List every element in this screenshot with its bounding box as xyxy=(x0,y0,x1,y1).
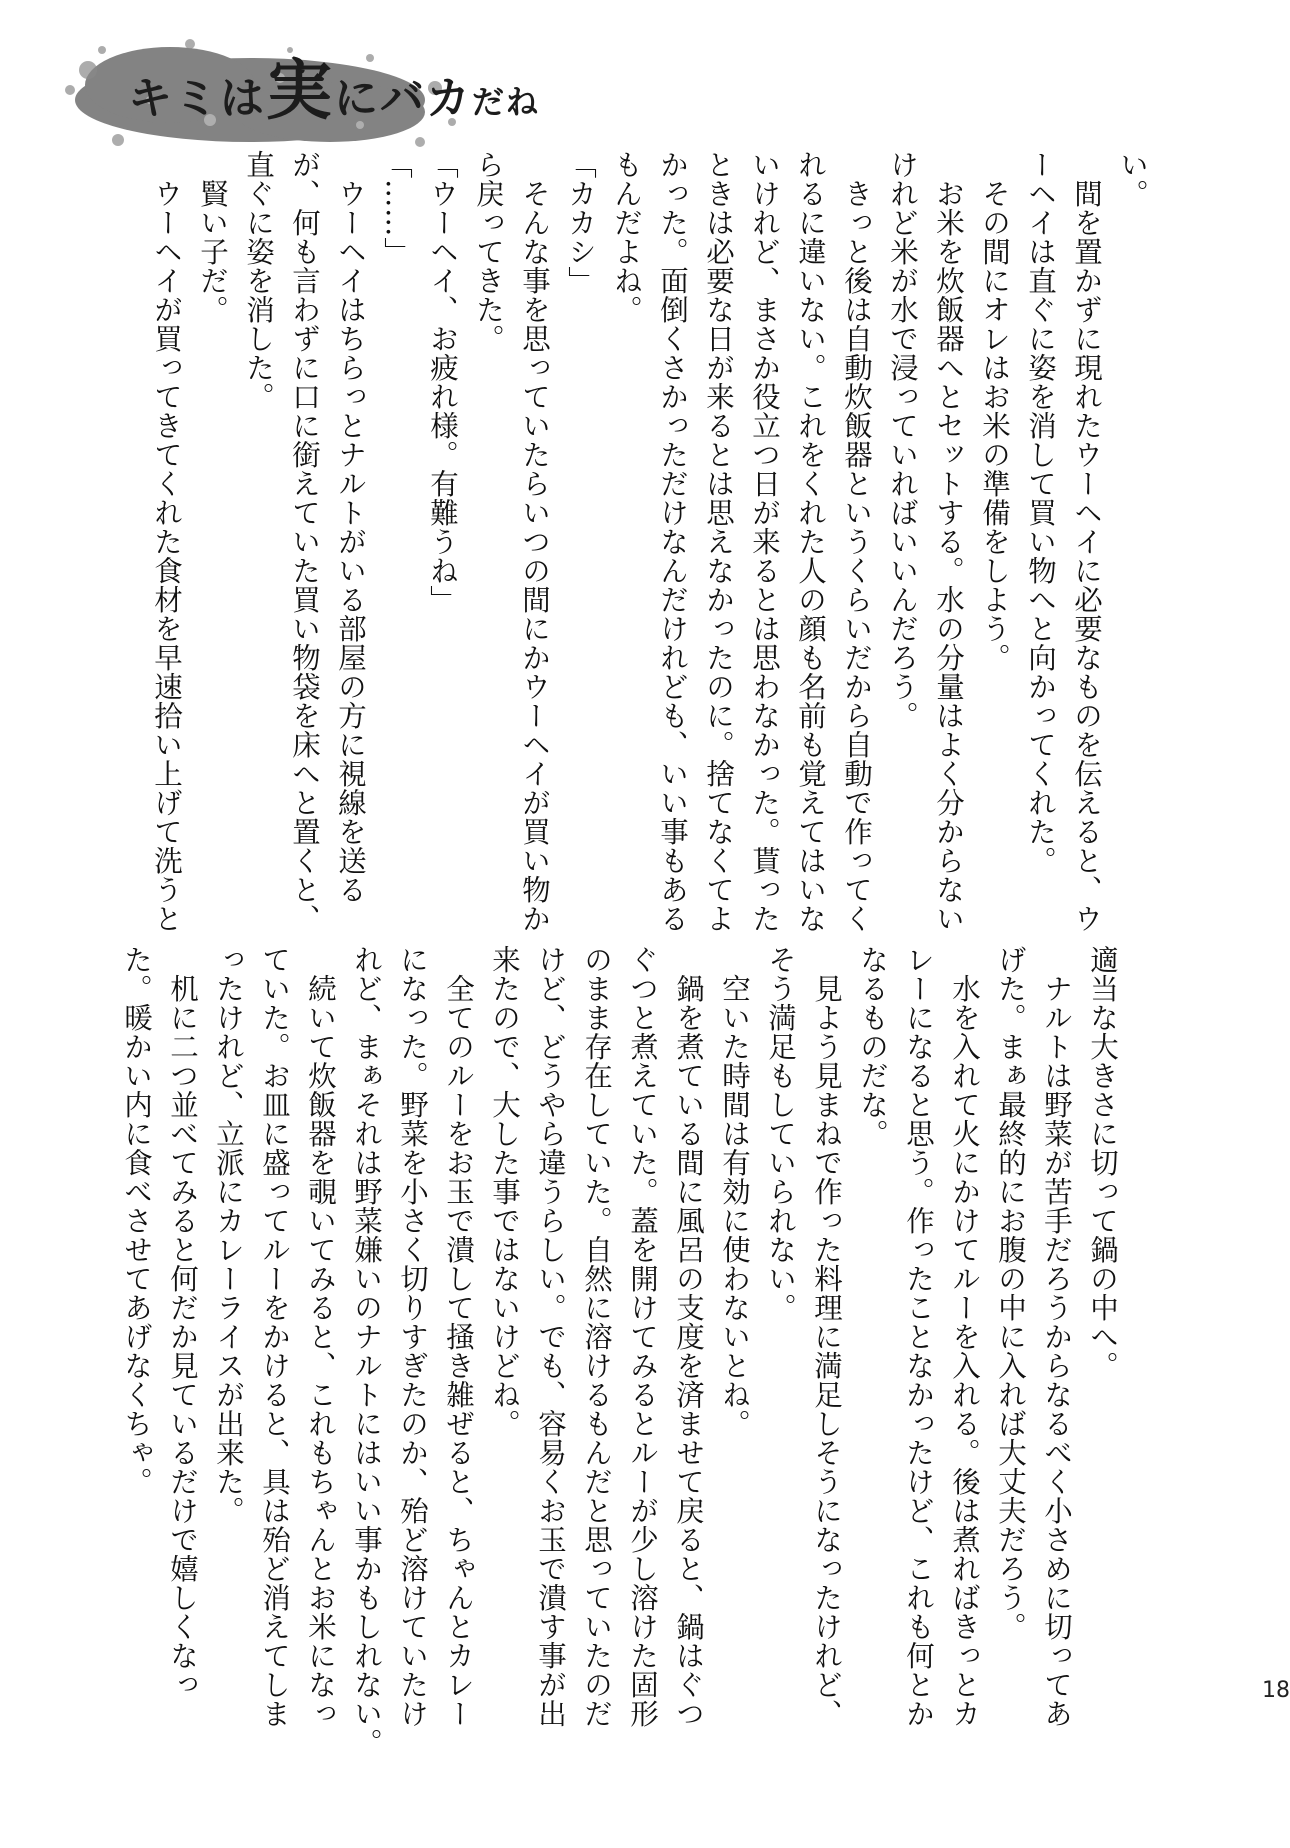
text-line: ナルトは野菜が苦手だろうからなるべく小さめに切ってあ xyxy=(1040,945,1073,1728)
text-line: ーヘイは直ぐに姿を消して買い物へと向かってくれた。 xyxy=(1024,150,1057,875)
text-line: そんな事を思っていたらいつの間にかウーヘイが買い物か xyxy=(518,150,551,933)
text-line: が、何も言わずに口に銜えていた買い物袋を床へと置くと、 xyxy=(288,150,321,933)
text-line: かった。面倒くさかっただけなんだけれども、いい事もある xyxy=(656,150,689,933)
text-line: ときは必要な日が来るとは思えなかったのに。捨てなくてよ xyxy=(702,150,735,933)
text-line: 直ぐに姿を消した。 xyxy=(242,150,275,411)
text-line: い。 xyxy=(1116,150,1149,208)
text-line: きっと後は自動炊飯器というくらいだから自動で作ってく xyxy=(840,150,873,933)
text-line: ウーヘイが買ってきてくれた食材を早速拾い上げて洗うと xyxy=(150,150,183,933)
text-line: 全てのルーをお玉で潰して掻き雑ぜると、ちゃんとカレー xyxy=(442,945,475,1728)
text-line: れるに違いない。これをくれた人の顔も名前も覚えてはいな xyxy=(794,150,827,933)
text-block-bottom xyxy=(120,945,1125,1757)
text-line: ていた。お皿に盛ってルーをかけると、具は殆ど消えてしま xyxy=(258,945,291,1728)
title-logo xyxy=(40,30,541,160)
title-part-1: キミは xyxy=(128,73,266,124)
text-line: そう満足もしていられない。 xyxy=(764,945,797,1322)
text-line: のまま存在していた。自然に溶けるもんだと思っていたのだ xyxy=(580,945,613,1728)
text-line: けれど米が水で浸っていればいいんだろう。 xyxy=(886,150,919,730)
text-line: 水を入れて火にかけてルーを入れる。後は煮ればきっとカ xyxy=(948,945,981,1728)
text-line: ウーヘイはちらっとナルトがいる部屋の方に視線を送る xyxy=(334,150,367,904)
text-line: ぐつと煮えていた。蓋を開けてみるとルーが少し溶けた固形 xyxy=(626,945,659,1728)
text-line: 鍋を煮ている間に風呂の支度を済ませて戻ると、鍋はぐつ xyxy=(672,945,705,1728)
text-line: 「……」 xyxy=(380,150,413,266)
text-line: もんだよね。 xyxy=(610,150,643,324)
text-line: いけれど、まさか役立つ日が来るとは思わなかった。貰った xyxy=(748,150,781,933)
text-line: けど、どうやら違うらしい。でも、容易くお玉で潰す事が出 xyxy=(534,945,567,1728)
text-line: 見よう見まねで作った料理に満足しそうになったけれど、 xyxy=(810,945,843,1728)
text-line: 続いて炊飯器を覗いてみると、これもちゃんとお米になっ xyxy=(304,945,337,1728)
text-line: 机に二つ並べてみると何だか見ているだけで嬉しくなっ xyxy=(166,945,199,1699)
title-part-2: 実 xyxy=(266,52,334,129)
text-line: 空いた時間は有効に使わないとね。 xyxy=(718,945,751,1438)
text-block-top xyxy=(145,150,1155,933)
text-line: なるものだな。 xyxy=(856,945,889,1148)
text-line: その間にオレはお米の準備をしよう。 xyxy=(978,150,1011,672)
title-part-4: だね xyxy=(472,83,541,121)
text-line: レーになると思う。作ったことなかったけど、これも何とか xyxy=(902,945,935,1728)
text-line: 適当な大きさに切って鍋の中へ。 xyxy=(1086,945,1119,1380)
text-line: ったけれど、立派にカレーライスが出来た。 xyxy=(212,945,245,1525)
page-title xyxy=(128,52,541,129)
text-line: 賢い子だ。 xyxy=(196,150,229,324)
text-line: 「カカシ」 xyxy=(564,150,597,295)
text-line: げた。まぁ最終的にお腹の中に入れば大丈夫だろう。 xyxy=(994,945,1027,1641)
title-part-3: にバカ xyxy=(334,73,472,124)
text-line: 「ウーヘイ、お疲れ様。有難うね」 xyxy=(426,150,459,614)
text-line: になった。野菜を小さく切りすぎたのか、殆ど溶けていたけ xyxy=(396,945,429,1728)
page-number: 18 xyxy=(1262,1678,1290,1703)
text-line: 間を置かずに現れたウーヘイに必要なものを伝えると、ウ xyxy=(1070,150,1103,933)
text-line: た。暖かい内に食べさせてあげなくちゃ。 xyxy=(120,945,153,1496)
text-line: お米を炊飯器へとセットする。水の分量はよく分からない xyxy=(932,150,965,933)
text-line: 来たので、大した事ではないけどね。 xyxy=(488,945,521,1438)
text-line: れど、まぁそれは野菜嫌いのナルトにはいい事かもしれない。 xyxy=(350,945,383,1757)
text-line: ら戻ってきた。 xyxy=(472,150,505,353)
